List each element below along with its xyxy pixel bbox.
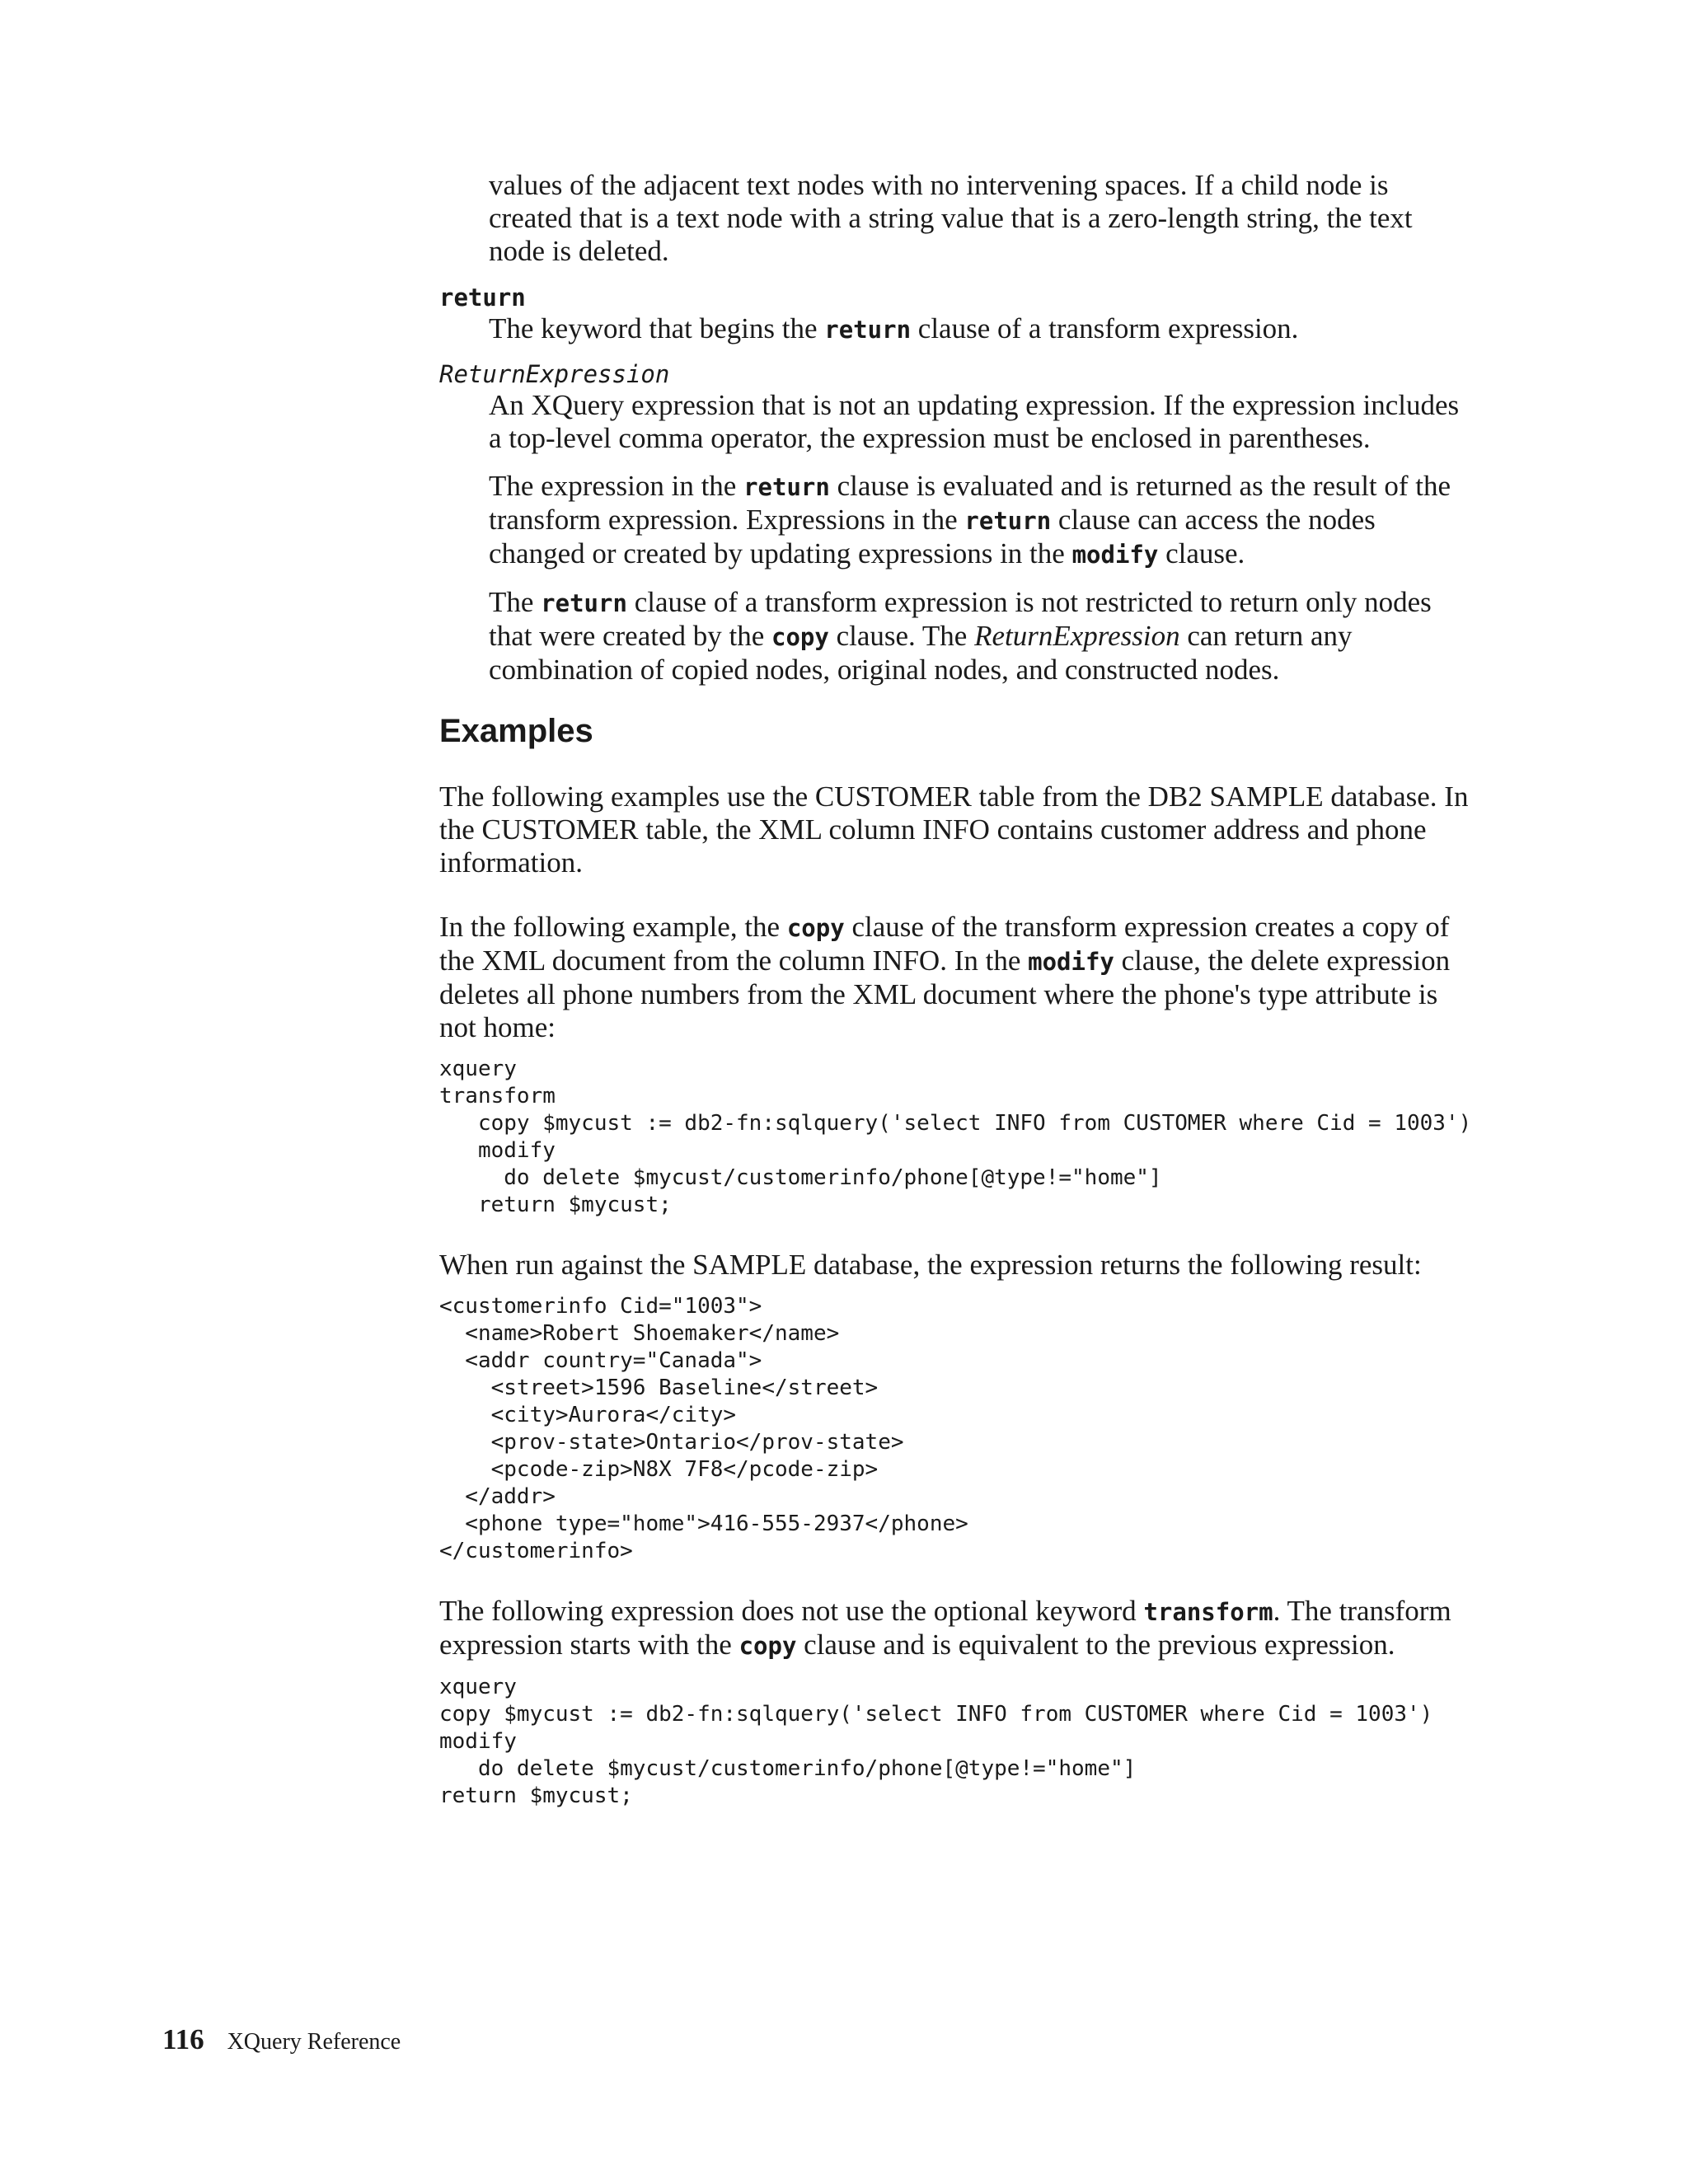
return-expression-desc-3: The return clause of a transform expression is not restricted to return only nodes that were created by the copy clause. The ReturnExpression can return any combination of copied nodes, original nodes, and constructed nodes. [489,586,1432,686]
return-expression-desc-2: The expression in the return clause is evaluated and is returned as the result of the transform expression. Expressions in the return clause can access the nodes changed or created by updating expressions in the modify clause. [489,470,1451,569]
keyword-copy: copy [738,1632,797,1660]
keyword-return: return [541,589,627,617]
page-number: 116 [162,2023,204,2055]
page-content [439,169,1471,1810]
keyword-modify: modify [1071,541,1159,569]
code-result-xml: <customerinfo Cid="1003"> <name>Robert Shoemaker</name> <addr country="Canada"> <street>1596 Baseline</street> <city>Aurora</city> <prov-state>Ontario</prov-state> <pcode-zip>N8X 7F8</pcode-zip> </addr> <phone type="home">416-555-2937</phone> </customerinfo> [439,1294,968,1563]
example1-description: In the following example, the copy clause of the transform expression creates a copy of the XML document from the column INFO. In the modify clause, the delete expression deletes all phone numbers from the XML document where the phone's type attribute is not home: [439,911,1451,1043]
keyword-return: return [964,507,1052,535]
return-description: The keyword that begins the return clause of a transform expression. [489,312,1299,344]
return-expression-desc-1: An XQuery expression that is not an updating expression. If the expression includes a top-level comma operator, the expression must be enclosed in parentheses. [489,389,1460,454]
keyword-copy: copy [771,623,829,651]
intro-tail-paragraph: values of the adjacent text nodes with no intervening spaces. If a child node is created that is a text node with a string value that is a zero-length string, the text node is deleted. [489,169,1413,267]
code-example-1: xquery transform copy $mycust := db2-fn:sqlquery('select INFO from CUSTOMER where Cid = 1003') modify do delete $mycust/customerinfo/phone[@type!="home"] return $mycust; [439,1057,1472,1217]
keyword-return: return [824,316,912,344]
keyword-modify: modify [1028,948,1114,976]
code-example-2: xquery copy $mycust := db2-fn:sqlquery('select INFO from CUSTOMER where Cid = 1003') modify do delete $mycust/customerinfo/phone[@type!="home"] return $mycust; [439,1675,1433,1808]
keyword-return: return [743,473,830,501]
page-footer [162,2023,401,2059]
term-return: return [439,284,526,312]
keyword-copy: copy [786,914,845,942]
keyword-transform: transform [1143,1598,1273,1626]
term-return-expression: ReturnExpression [439,360,670,388]
book-title: XQuery Reference [227,2029,401,2055]
result-description: When run against the SAMPLE database, the expression returns the following result: [439,1249,1422,1281]
examples-intro: The following examples use the CUSTOMER table from the DB2 SAMPLE database. In the CUSTOMER table, the XML column INFO contains customer address and phone information. [439,780,1469,879]
examples-heading: Examples [439,713,593,749]
example2-description: The following expression does not use the optional keyword transform. The transform expression starts with the copy clause and is equivalent to the previous expression. [439,1595,1451,1661]
italic-return-expression: ReturnExpression [974,620,1180,652]
